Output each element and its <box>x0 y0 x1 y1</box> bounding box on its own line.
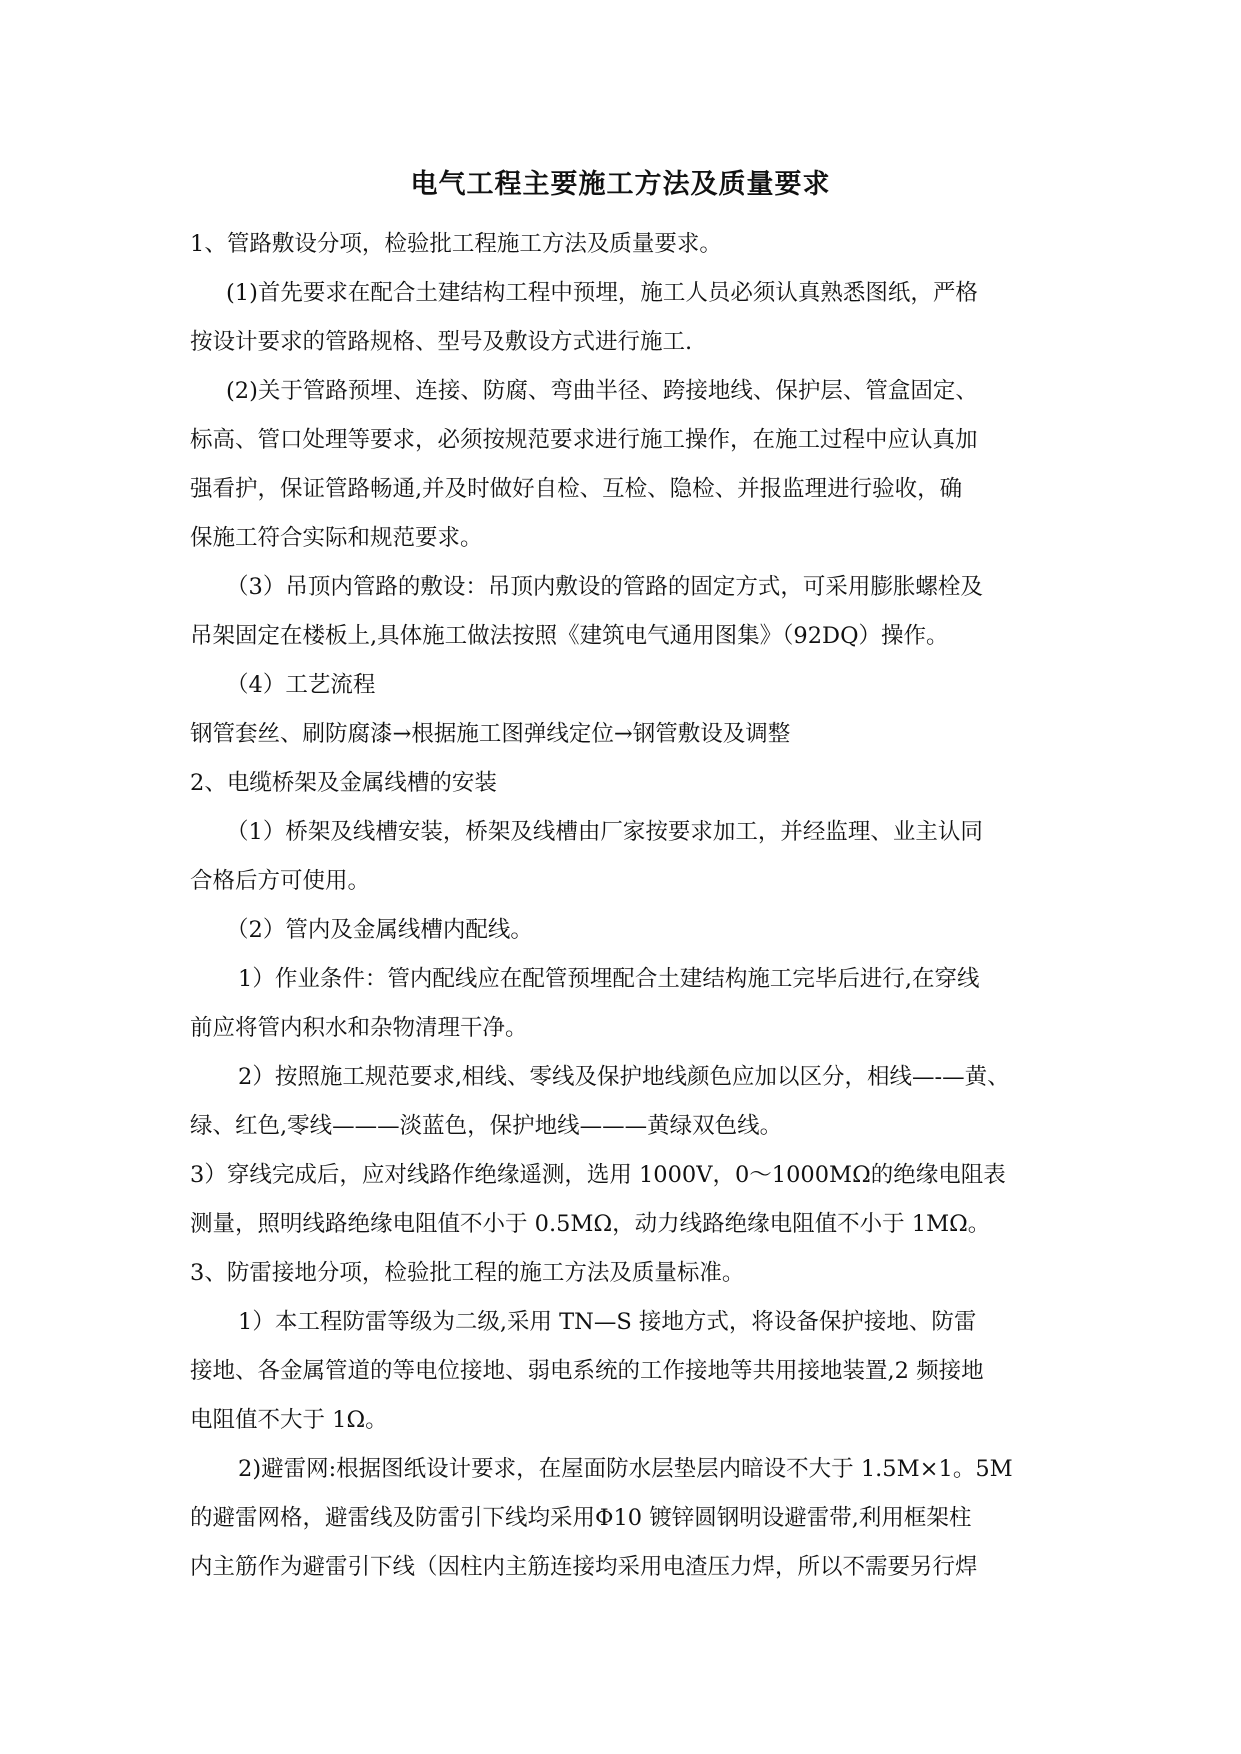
paragraph-line: 2）按照施工规范要求,相线、零线及保护地线颜色应加以区分，相线—-—黄、 <box>238 1064 1010 1090</box>
paragraph-line: 合格后方可使用。 <box>190 868 371 894</box>
paragraph-line: 按设计要求的管路规格、型号及敷设方式进行施工. <box>190 329 693 355</box>
paragraph-line: 电阻值不大于 1Ω。 <box>190 1407 388 1433</box>
paragraph-line: 的避雷网格，避雷线及防雷引下线均采用Φ10 镀锌圆钢明设避雷带,利用框架柱 <box>190 1505 972 1531</box>
document-body <box>190 220 1056 1592</box>
paragraph-line: （4）工艺流程 <box>226 672 376 698</box>
paragraph-line: 吊架固定在楼板上,具体施工做法按照《建筑电气通用图集》（92DQ）操作。 <box>190 623 949 649</box>
paragraph-line: 保施工符合实际和规范要求。 <box>190 525 483 551</box>
paragraph-line: 绿、红色,零线———淡蓝色，保护地线———黄绿双色线。 <box>190 1113 783 1139</box>
paragraph-line: （2）管内及金属线槽内配线。 <box>226 917 533 943</box>
paragraph-line: 接地、各金属管道的等电位接地、弱电系统的工作接地等共用接地装置,2 频接地 <box>190 1358 984 1384</box>
paragraph-line: 前应将管内积水和杂物清理干净。 <box>190 1015 528 1041</box>
paragraph-line: （1）桥架及线槽安装，桥架及线槽由厂家按要求加工，并经监理、业主认同 <box>226 819 983 845</box>
paragraph-line: (2)关于管路预埋、连接、防腐、弯曲半径、跨接地线、保护层、管盒固定、 <box>226 378 978 404</box>
paragraph-line: (1)首先要求在配合土建结构工程中预埋，施工人员必须认真熟悉图纸，严格 <box>226 280 978 306</box>
section-heading: 1、管路敷设分项，检验批工程施工方法及质量要求。 <box>190 231 722 257</box>
paragraph-line: 测量，照明线路绝缘电阻值不小于 0.5MΩ，动力线路绝缘电阻值不小于 1MΩ。 <box>190 1211 991 1237</box>
paragraph-line: 内主筋作为避雷引下线（因柱内主筋连接均采用电渣压力焊，所以不需要另行焊 <box>190 1554 978 1580</box>
paragraph-line: 强看护，保证管路畅通,并及时做好自检、互检、隐检、并报监理进行验收，确 <box>190 476 963 502</box>
paragraph-line: 1）作业条件：管内配线应在配管预埋配合土建结构施工完毕后进行,在穿线 <box>238 966 980 992</box>
section-heading: 2、电缆桥架及金属线槽的安装 <box>190 770 497 796</box>
paragraph-line: （3）吊顶内管路的敷设：吊顶内敷设的管路的固定方式，可采用膨胀螺栓及 <box>226 574 983 600</box>
paragraph-line: 标高、管口处理等要求，必须按规范要求进行施工操作，在施工过程中应认真加 <box>190 427 978 453</box>
page-title: 电气工程主要施工方法及质量要求 <box>410 169 831 200</box>
paragraph-line: 1）本工程防雷等级为二级,采用 TN—S 接地方式，将设备保护接地、防雷 <box>238 1309 977 1335</box>
paragraph-line: 钢管套丝、刷防腐漆→根据施工图弹线定位→钢管敷设及调整 <box>190 721 791 747</box>
paragraph-line: 2)避雷网:根据图纸设计要求，在屋面防水层垫层内暗设不大于 1.5M×1。5M <box>238 1456 1013 1482</box>
section-heading: 3、防雷接地分项，检验批工程的施工方法及质量标准。 <box>190 1260 745 1286</box>
paragraph-line: 3）穿线完成后，应对线路作绝缘遥测，选用 1000V，0～1000MΩ的绝缘电阻表 <box>190 1162 1006 1188</box>
